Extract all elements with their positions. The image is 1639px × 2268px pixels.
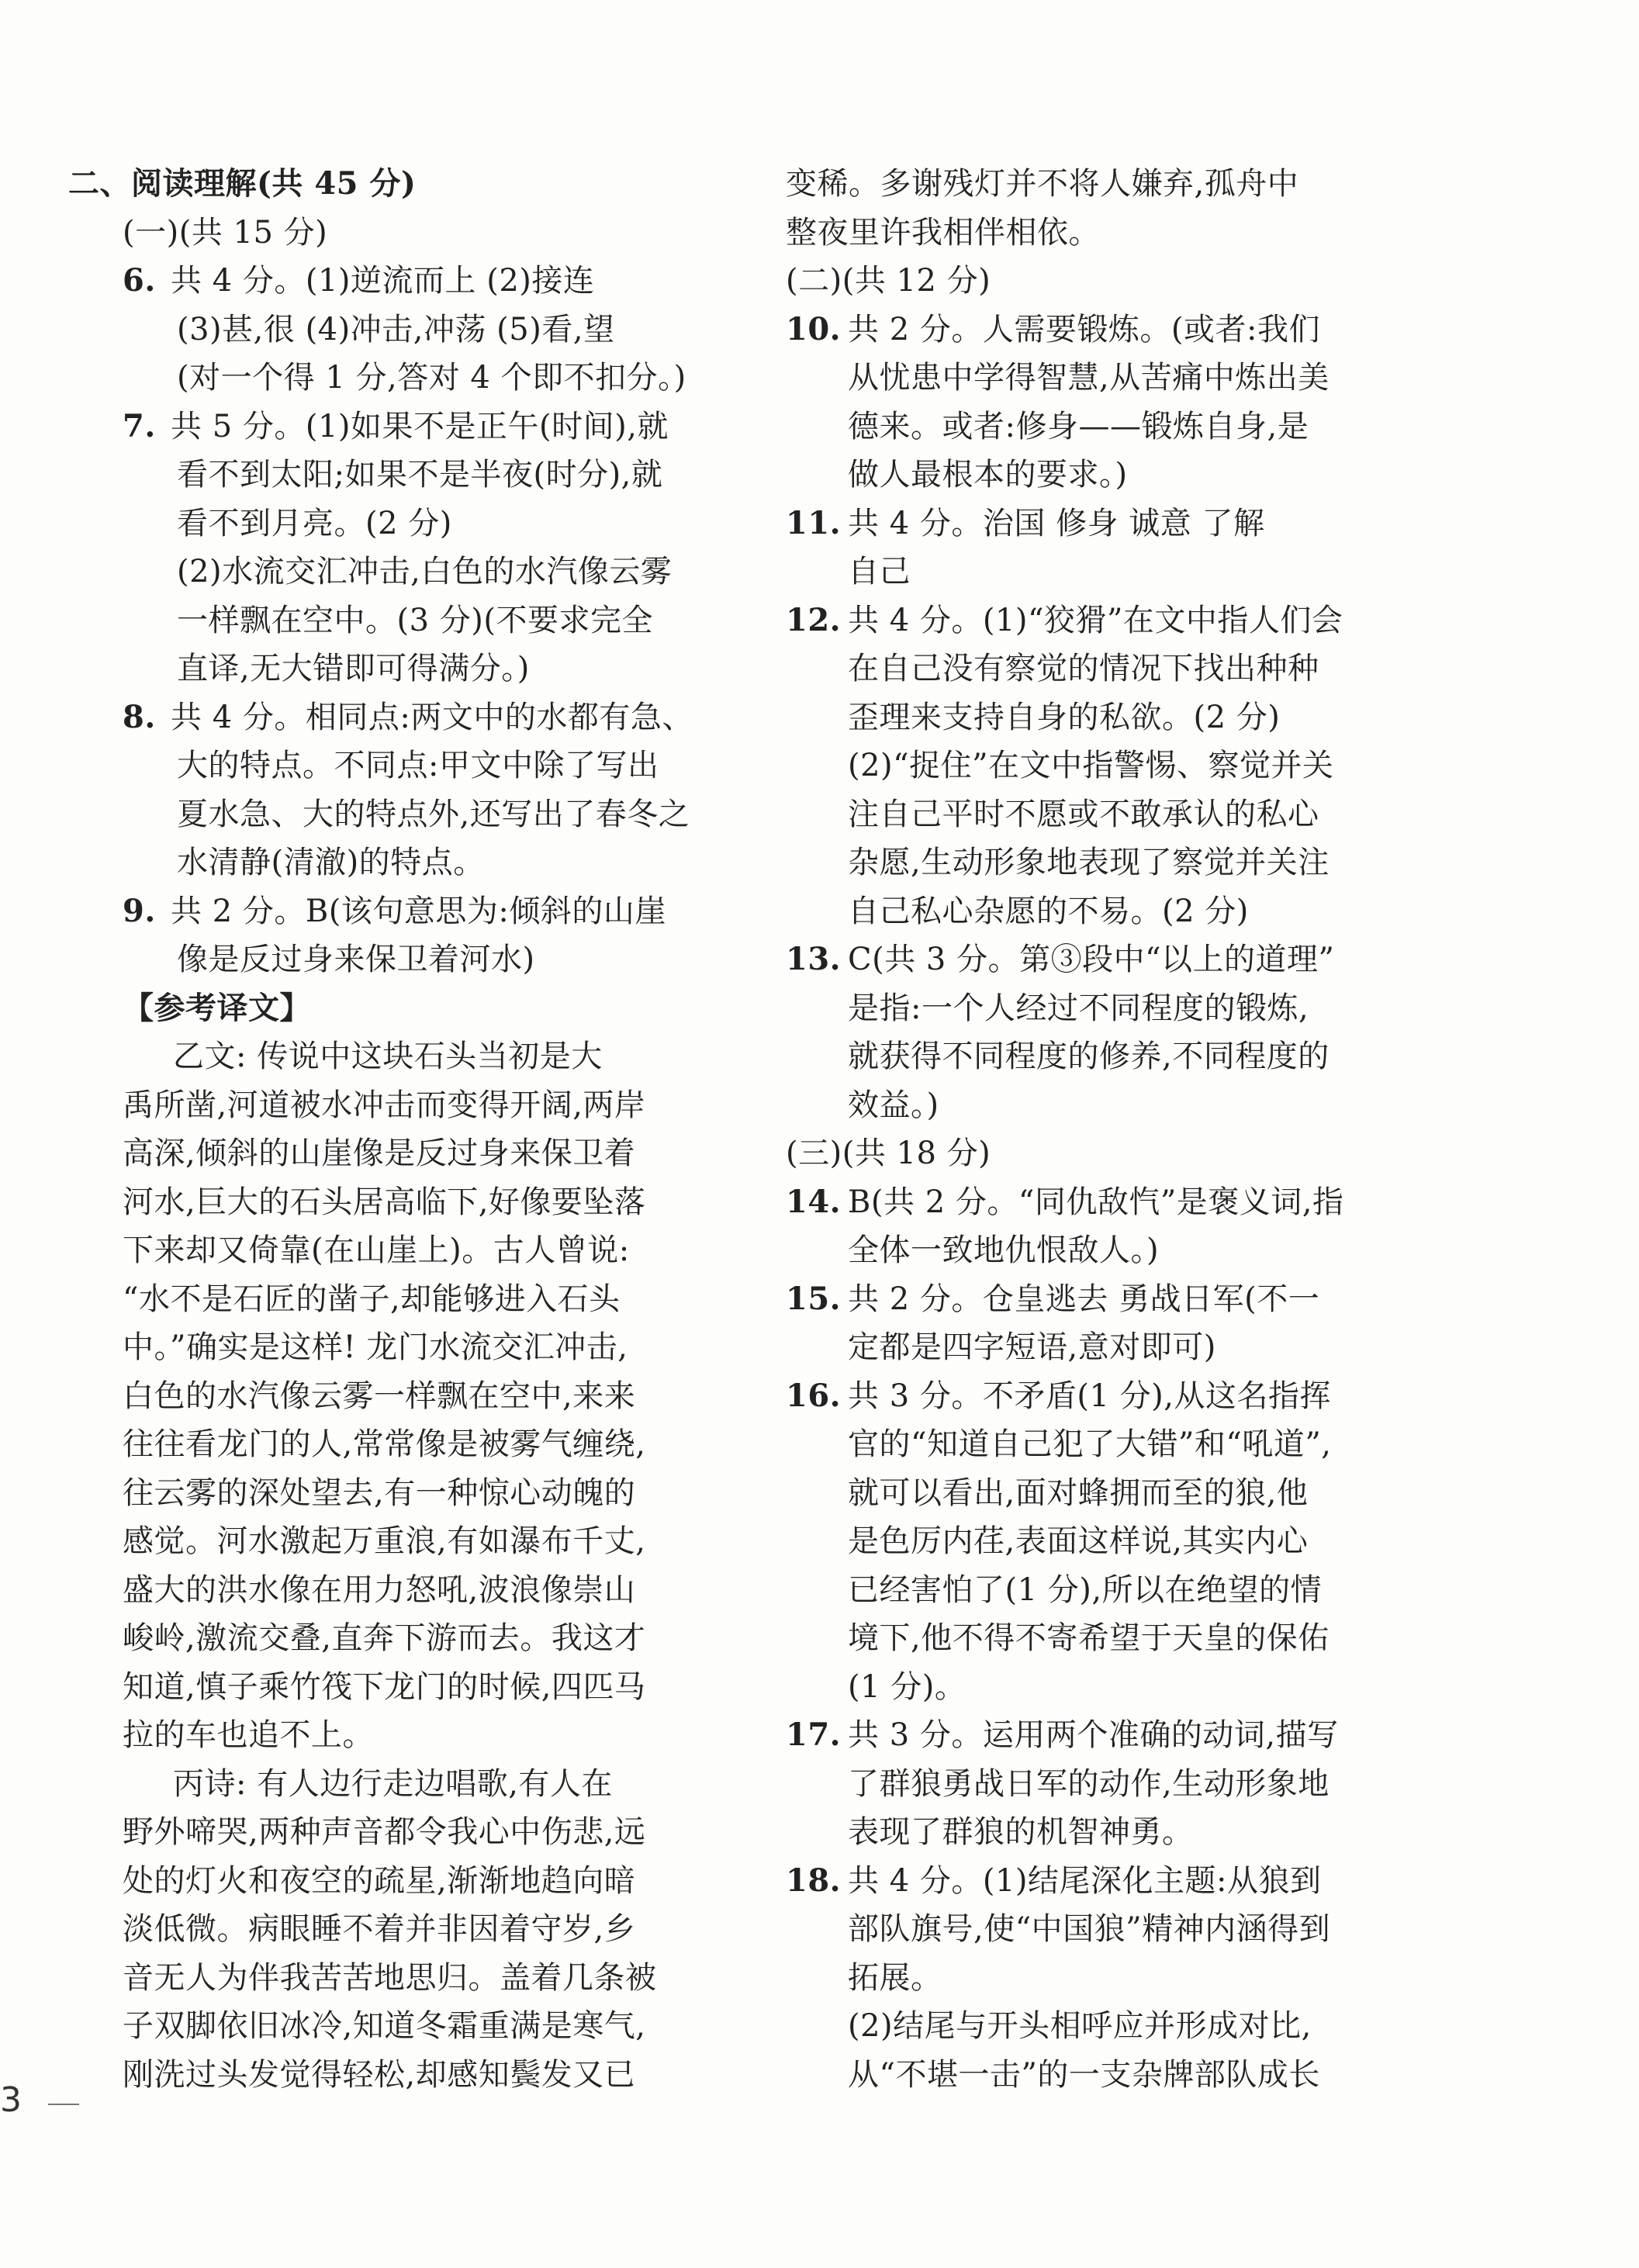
part1-heading: (一)(共 15 分) [123,214,328,251]
q12-line: 自己私心杂愿的不易。(2 分) [848,893,1249,929]
answer-q18 [786,1857,1569,2100]
q12-number: 12. [786,601,842,638]
q7-line: (2)水流交汇冲击,白色的水汽像云雾 [177,554,673,589]
q16-line: (1 分)。 [848,1668,966,1705]
translation-line: 子双脚依旧冰冷,知道冬霜重满是寒气, [123,2008,646,2044]
translation-continued: 整夜里许我相伴相依。 [786,214,1100,251]
translation-line: 拉的车也追不上。 [123,1717,374,1753]
translation-line: 处的灯火和夜空的疏星,渐渐地趋向暗 [123,1862,636,1899]
q16-number: 16. [786,1377,842,1414]
q12-line: (2)“捉住”在文中指警惕、察觉并关 [848,748,1334,783]
translation-line: 禹所凿,河道被水冲击而变得开阔,两岸 [123,1087,646,1123]
q7-line: 看不到太阳;如果不是半夜(时分),就 [177,457,663,493]
page-number: 3 [0,2080,22,2120]
answer-q12 [786,596,1569,936]
translation-bing [68,1760,706,2100]
q15-number: 15. [786,1280,842,1317]
q11-line: 共 4 分。治国 修身 诚意 了解 [848,505,1265,541]
q13-line: 是指:一个人经过不同程度的锻炼, [848,990,1309,1026]
q11-number: 11. [786,504,842,541]
q17-line: 了群狼勇战日军的动作,生动形象地 [848,1765,1330,1802]
q16-line: 就可以看出,面对蜂拥而至的狼,他 [848,1475,1309,1511]
q7-line: 共 5 分。(1)如果不是正午(时间),就 [171,408,669,444]
q8-line: 水清静(清澈)的特点。 [177,845,485,880]
translation-line: 中。”确实是这样! 龙门水流交汇冲击, [123,1329,628,1365]
q17-line: 表现了群狼的机智神勇。 [848,1814,1194,1850]
q16-line: 已经害怕了(1 分),所以在绝望的情 [848,1571,1323,1608]
q10-line: 德来。或者:修身——锻炼自身,是 [848,408,1309,444]
q7-number: 7. [123,407,156,444]
q17-line: 共 3 分。运用两个准确的动词,描写 [848,1717,1339,1753]
answer-q10 [786,306,1569,500]
translation-line: 盛大的洪水像在用力怒吼,波浪像崇山 [123,1571,636,1608]
translation-line: 往往看龙门的人,常常像是被雾气缠绕, [123,1426,646,1462]
q12-line: 共 4 分。(1)“狡猾”在文中指人们会 [848,602,1343,638]
q18-line: 部队旗号,使“中国狼”精神内涵得到 [848,1911,1331,1947]
q16-line: 是色厉内荏,表面这样说,其实内心 [848,1523,1309,1559]
translation-line: 感觉。河水激起万重浪,有如瀑布千丈, [123,1523,646,1559]
q11-line: 自己 [848,554,911,589]
translation-line: 峻岭,激流交叠,直奔下游而去。我这才 [123,1620,646,1656]
translation-line: 白色的水汽像云雾一样飘在空中,来来 [123,1378,636,1414]
translation-continued: 变稀。多谢残灯并不将人嫌弃,孤舟中 [786,166,1299,202]
answer-q7 [68,403,706,693]
q9-number: 9. [123,892,156,929]
q13-line: C(共 3 分。第③段中“以上的道理” [848,942,1335,977]
left-column [68,160,706,2099]
translation-line: 高深,倾斜的山崖像是反过身来保卫着 [123,1136,636,1171]
answer-q11 [786,500,1569,596]
q18-line: 从“不堪一击”的一支杂牌部队成长 [848,2056,1320,2093]
q10-line: 从忧患中学得智慧,从苦痛中炼出美 [848,360,1330,396]
q8-line: 共 4 分。相同点:两文中的水都有急、 [171,699,693,735]
q12-line: 注自己平时不愿或不敢承认的私心 [848,796,1319,832]
translation-line: 河水,巨大的石头居高临下,好像要坠落 [123,1184,646,1220]
q13-number: 13. [786,941,842,977]
translation-line: 刚洗过头发觉得轻松,却感知鬓发又已 [123,2056,636,2093]
page-number-rule [48,2104,79,2105]
translation-line: 丙诗: 有人边行走边唱歌,有人在 [173,1765,613,1802]
section-heading: 二、阅读理解(共 45 分) [68,165,417,202]
q18-number: 18. [786,1862,842,1899]
translation-line: 往云雾的深处望去,有一种惊心动魄的 [123,1475,636,1511]
q10-number: 10. [786,310,842,347]
q8-number: 8. [123,698,156,735]
q14-line: B(共 2 分。“同仇敌忾”是褒义词,指 [848,1184,1344,1220]
q18-line: (2)结尾与开头相呼应并形成对比, [848,2008,1312,2044]
q16-line: 境下,他不得不寄希望于天皇的保佑 [848,1620,1330,1656]
translation-line: “水不是石匠的凿子,却能够进入石头 [123,1281,621,1317]
q6-line: (3)甚,很 (4)冲击,冲荡 (5)看,望 [177,311,615,347]
q14-number: 14. [786,1183,842,1220]
q13-line: 效益。) [848,1087,939,1123]
q6-number: 6. [123,262,156,299]
part2-heading: (二)(共 12 分) [786,263,991,299]
q16-line: 共 3 分。不矛盾(1 分),从这名指挥 [848,1378,1331,1414]
q13-line: 就获得不同程度的修养,不同程度的 [848,1039,1330,1074]
translation-line: 淡低微。病眼睡不着并非因着守岁,乡 [123,1911,636,1947]
q7-line: 一样飘在空中。(3 分)(不要求完全 [177,602,653,638]
q7-line: 看不到月亮。(2 分) [177,505,452,541]
translation-yi [68,1032,706,1760]
q10-line: 共 2 分。人需要锻炼。(或者:我们 [848,311,1320,347]
answer-q15 [786,1275,1569,1372]
translation-heading: 【参考译文】 [123,989,311,1026]
answer-q8 [68,693,706,887]
translation-line: 知道,慎子乘竹筏下龙门的时候,四匹马 [123,1668,646,1705]
answer-q13 [786,935,1569,1129]
part3-heading: (三)(共 18 分) [786,1136,991,1171]
answer-q16 [786,1372,1569,1712]
answer-q17 [786,1711,1569,1857]
answer-q6 [68,257,706,403]
q8-line: 大的特点。不同点:甲文中除了写出 [177,748,659,783]
answer-q9 [68,887,706,984]
translation-line: 音无人为伴我苦苦地思归。盖着几条被 [123,1959,657,1996]
translation-line: 下来却又倚靠(在山崖上)。古人曾说: [123,1233,630,1268]
right-column [786,160,1569,2099]
q10-line: 做人最根本的要求。) [848,457,1128,493]
q15-line: 共 2 分。仓皇逃去 勇战日军(不一 [848,1281,1320,1317]
q18-line: 共 4 分。(1)结尾深化主题:从狼到 [848,1862,1322,1899]
q12-line: 歪理来支持自身的私欲。(2 分) [848,699,1281,735]
q18-line: 拓展。 [848,1959,942,1996]
q6-line: 共 4 分。(1)逆流而上 (2)接连 [171,263,595,299]
q12-line: 杂愿,生动形象地表现了察觉并关注 [848,845,1330,880]
answer-q14 [786,1178,1569,1275]
q14-line: 全体一致地仇恨敌人。) [848,1233,1160,1268]
q9-line: 像是反过身来保卫着河水) [177,942,535,977]
q15-line: 定都是四字短语,意对即可) [848,1329,1216,1365]
q16-line: 官的“知道自己犯了大错”和“吼道”, [848,1426,1332,1462]
q7-line: 直译,无大错即可得满分。) [177,651,530,686]
q6-line: (对一个得 1 分,答对 4 个即不扣分。) [177,360,686,396]
q8-line: 夏水急、大的特点外,还写出了春冬之 [177,796,690,832]
translation-line: 野外啼哭,两种声音都令我心中伤悲,远 [123,1814,646,1850]
translation-line: 乙文: 传说中这块石头当初是大 [173,1039,603,1074]
q12-line: 在自己没有察觉的情况下找出种种 [848,651,1319,686]
q17-number: 17. [786,1717,842,1753]
q9-line: 共 2 分。B(该句意思为:倾斜的山崖 [171,893,666,929]
